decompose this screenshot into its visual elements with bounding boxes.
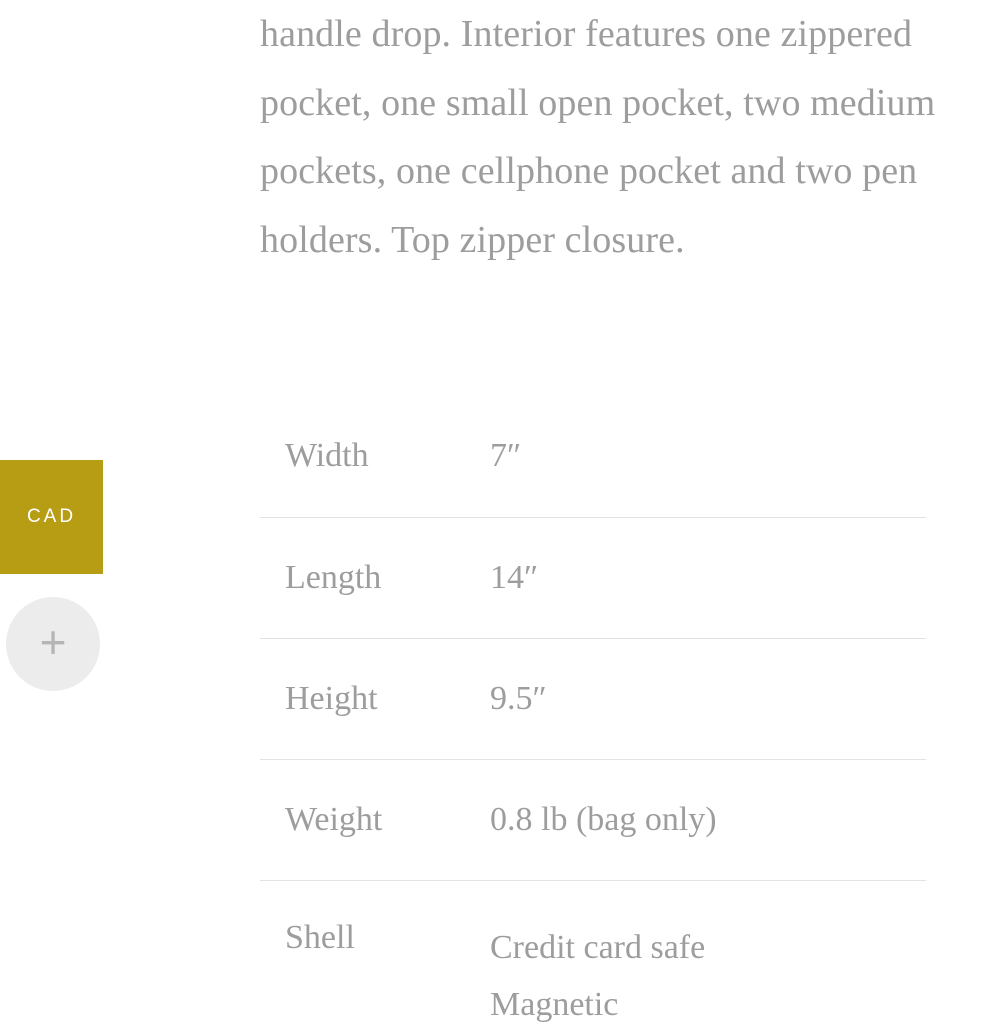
spec-value (465, 880, 926, 1033)
spec-key: Weight (260, 759, 465, 880)
spec-value: 9.5″ (465, 638, 926, 759)
table-row (260, 759, 926, 880)
spec-key: Width (260, 396, 465, 517)
table-row (260, 517, 926, 638)
spec-value: 0.8 lb (bag only) (465, 759, 926, 880)
spec-value-line2: Magnetic (490, 985, 619, 1023)
spec-value: 7″ (465, 396, 926, 517)
plus-icon-button[interactable] (6, 597, 100, 691)
currency-badge-label: CAD (26, 506, 77, 527)
table-row (260, 396, 926, 517)
currency-badge[interactable] (0, 460, 103, 574)
spec-key: Shell (285, 918, 355, 956)
table-row (260, 880, 926, 1033)
spec-value: 14″ (465, 517, 926, 638)
spec-value-line1: Credit card safe (490, 928, 706, 966)
plus-icon: + (39, 616, 67, 668)
product-description-text: handle drop. Interior features one zippered pocket, one small open pocket, two medium pockets, one cellphone pocket and two pen holders. Top zipper closure. (260, 13, 936, 261)
product-spec-table (260, 396, 926, 1033)
spec-key: Height (260, 638, 465, 759)
product-description-block (260, 0, 940, 274)
spec-key: Length (260, 517, 465, 638)
table-row (260, 638, 926, 759)
